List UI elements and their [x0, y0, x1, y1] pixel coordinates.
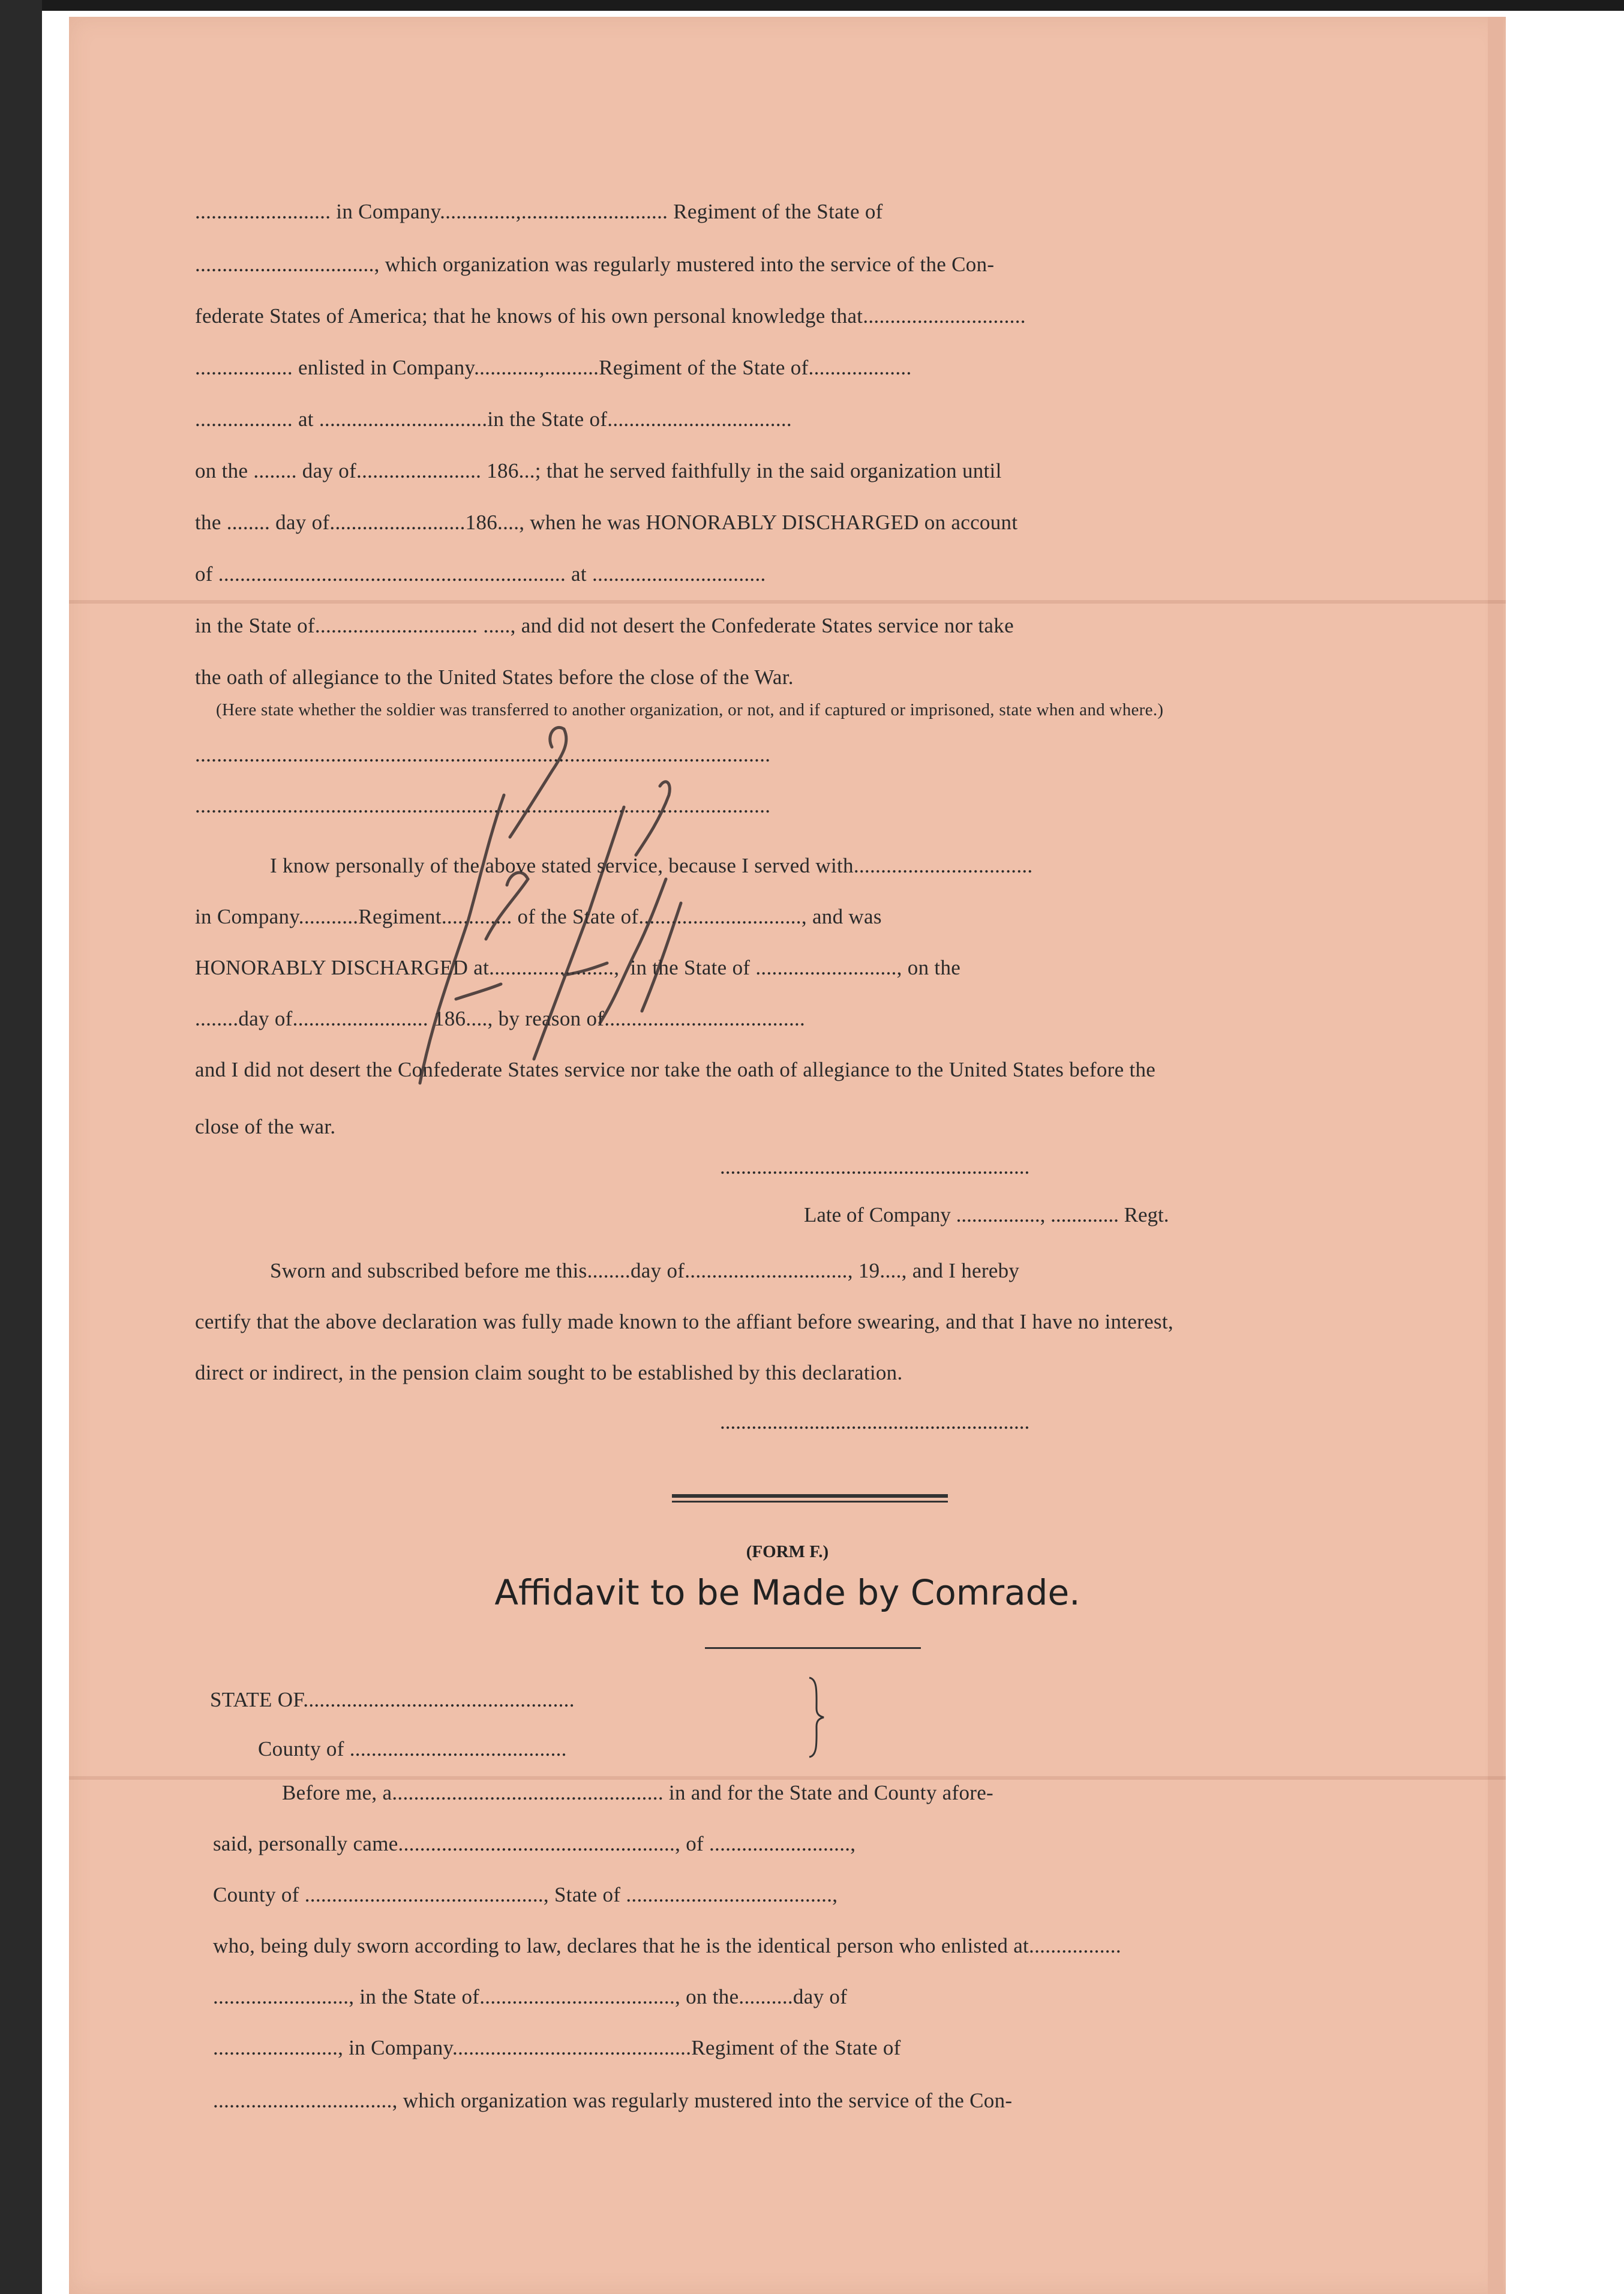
form-line: ........................., in the State of...................................., on the..........day of	[213, 1985, 848, 2008]
signature-line: ...........................................................	[720, 1155, 1030, 1179]
form-line: County of ............................................, State of ......................................,	[213, 1883, 838, 1906]
form-line: the ........ day of.........................186...., when he was HONORABLY DISCHARGED on account	[195, 511, 1018, 534]
form-line: Before me, a.................................................. in and for the State and County afore-	[282, 1781, 994, 1804]
form-label: (FORM F.)	[746, 1542, 829, 1561]
county-of-line: County of ........................................	[258, 1737, 567, 1761]
form-line: the oath of allegiance to the United States before the close of the War.	[195, 665, 794, 689]
form-line: ........day of......................... 186...., by reason of.....................................	[195, 1007, 806, 1030]
paper-right-edge	[1488, 17, 1503, 2294]
form-line: .................. at ...............................in the State of..................................	[195, 407, 792, 431]
scan-top-edge	[0, 0, 1624, 11]
form-line: ................................., which organization was regularly mustered into the service of the Con-	[195, 253, 995, 276]
form-line: .................. enlisted in Company............,..........Regiment of the State of...................	[195, 356, 912, 379]
form-line: Sworn and subscribed before me this........day of.............................., 19...., and I hereby	[270, 1259, 1020, 1282]
form-note: (Here state whether the soldier was transferred to another organization, or not, and if captured or imprisoned, state when and where.)	[216, 700, 1164, 719]
form-line: ................................., which organization was regularly mustered into the service of the Con-	[213, 2089, 1013, 2112]
page-title: Affidavit to be Made by Comrade.	[494, 1572, 1080, 1613]
section-divider	[672, 1494, 948, 1503]
form-line: said, personally came..................................................., of ..........................,	[213, 1832, 856, 1855]
form-line: certify that the above declaration was fully made known to the affiant before swearing, and that I have no interest,	[195, 1310, 1173, 1333]
form-line: in the State of.............................. ....., and did not desert the Confederate States service nor take	[195, 614, 1014, 637]
form-line: direct or indirect, in the pension claim sought to be established by this declaration.	[195, 1361, 903, 1384]
form-line: close of the war.	[195, 1115, 336, 1138]
form-line: who, being duly sworn according to law, declares that he is the identical person who enlisted at.................	[213, 1934, 1121, 1957]
form-line: HONORABLY DISCHARGED at......................., in the State of .........................., on the	[195, 956, 961, 979]
form-line: I know personally of the above stated service, because I served with.................................	[270, 854, 1033, 877]
handwritten-notation	[384, 639, 696, 1095]
form-line: federate States of America; that he knows of his own personal knowledge that..............................	[195, 304, 1026, 328]
officer-signature-line: ...........................................................	[720, 1410, 1030, 1434]
form-line: of ................................................................ at ................................	[195, 562, 766, 586]
blank-line: ..........................................................................................................	[195, 794, 771, 817]
late-of-company: Late of Company ................, ............. Regt.	[804, 1203, 1169, 1227]
blank-line: ..........................................................................................................	[195, 743, 771, 766]
scan-left-edge	[0, 0, 42, 2294]
form-line: on the ........ day of....................... 186...; that he served faithfully in the said organization until	[195, 459, 1002, 482]
form-line: ......................... in Company..............,........................... Regiment of the State of	[195, 200, 883, 223]
form-line: ......................., in Company............................................Regiment of the State of	[213, 2036, 901, 2059]
brace-bracket	[807, 1675, 825, 1759]
state-of-line: STATE OF..................................................	[210, 1688, 575, 1711]
form-line: in Company...........Regiment............. of the State of.............................., and was	[195, 905, 882, 928]
title-underline	[705, 1647, 921, 1649]
paper-fold	[69, 600, 1506, 604]
form-line: and I did not desert the Confederate States service nor take the oath of allegiance to the United States before the	[195, 1058, 1156, 1081]
